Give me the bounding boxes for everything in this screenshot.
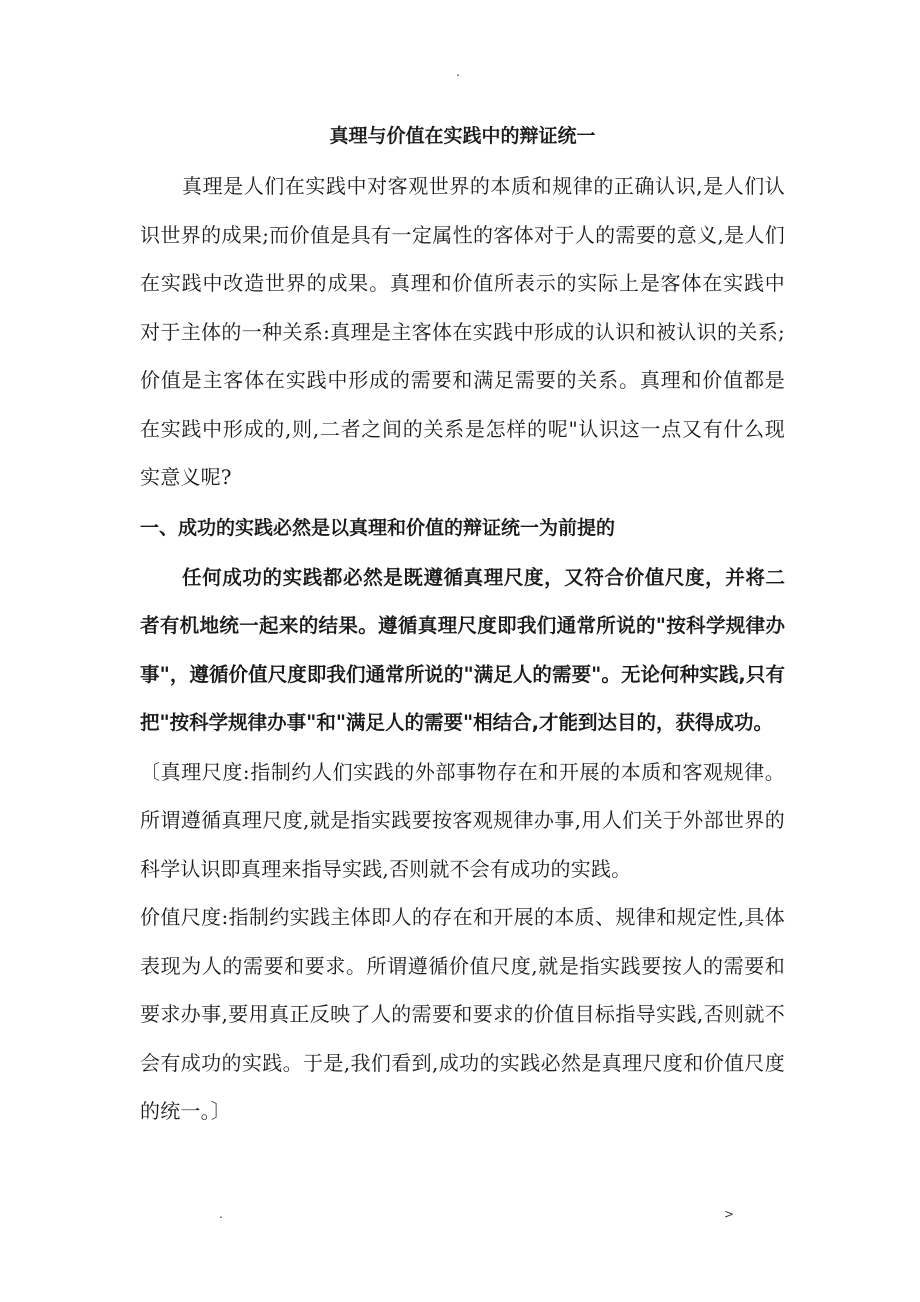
truth-scale-paragraph: 〔真理尺度:指制约人们实践的外部事物存在和开展的本质和客观规律。所谓遵循真理尺度,就是指实践要按客观规律办事,用人们关于外部世界的科学认识即真理来指导实践,否则就不会有成功的实践。 — [140, 759, 785, 881]
section-1-bold-paragraph: 任何成功的实践都必然是既遵循真理尺度，又符合价值尺度，并将二者有机地统一起来的结果。遵循真理尺度即我们通常所说的"按科学规律办事"，遵循价值尺度即我们通常所说的"满足人的需要"。无论何种实践,只有把"按科学规律办事"和"满足人的需要"相结合,才能到达目的，获得成功。 — [140, 565, 785, 734]
page-mark-bottom-left: . — [219, 1207, 223, 1221]
page-mark-bottom-right: > — [724, 1207, 735, 1221]
page-mark-top: . — [456, 65, 460, 79]
value-scale-paragraph: 价值尺度:指制约实践主体即人的存在和开展的本质、规律和规定性,具体表现为人的需要和要求。所谓遵循价值尺度,就是指实践要按人的需要和要求办事,要用真正反映了人的需要和要求的价值目标指导实践,否则就不会有成功的实践。于是,我们看到,成功的实践必然是真理尺度和价值尺度的统一。〕 — [140, 905, 785, 1123]
document-title: 真理与价值在实践中的辩证统一 — [329, 125, 596, 147]
section-heading-1: 一、成功的实践必然是以真理和价值的辩证统一为前提的 — [140, 516, 616, 539]
document-body — [140, 110, 785, 1136]
intro-paragraph: 真理是人们在实践中对客观世界的本质和规律的正确认识,是人们认识世界的成果;而价值是具有一定属性的客体对于人的需要的意义,是人们在实践中改造世界的成果。真理和价值所表示的实际上是客体在实践中对于主体的一种关系:真理是主客体在实践中形成的认识和被认识的关系;价值是主客体在实践中形成的需要和满足需要的关系。真理和价值都是在实践中形成的,则,二者之间的关系是怎样的呢"认识这一点又有什么现实意义呢? — [140, 174, 785, 489]
